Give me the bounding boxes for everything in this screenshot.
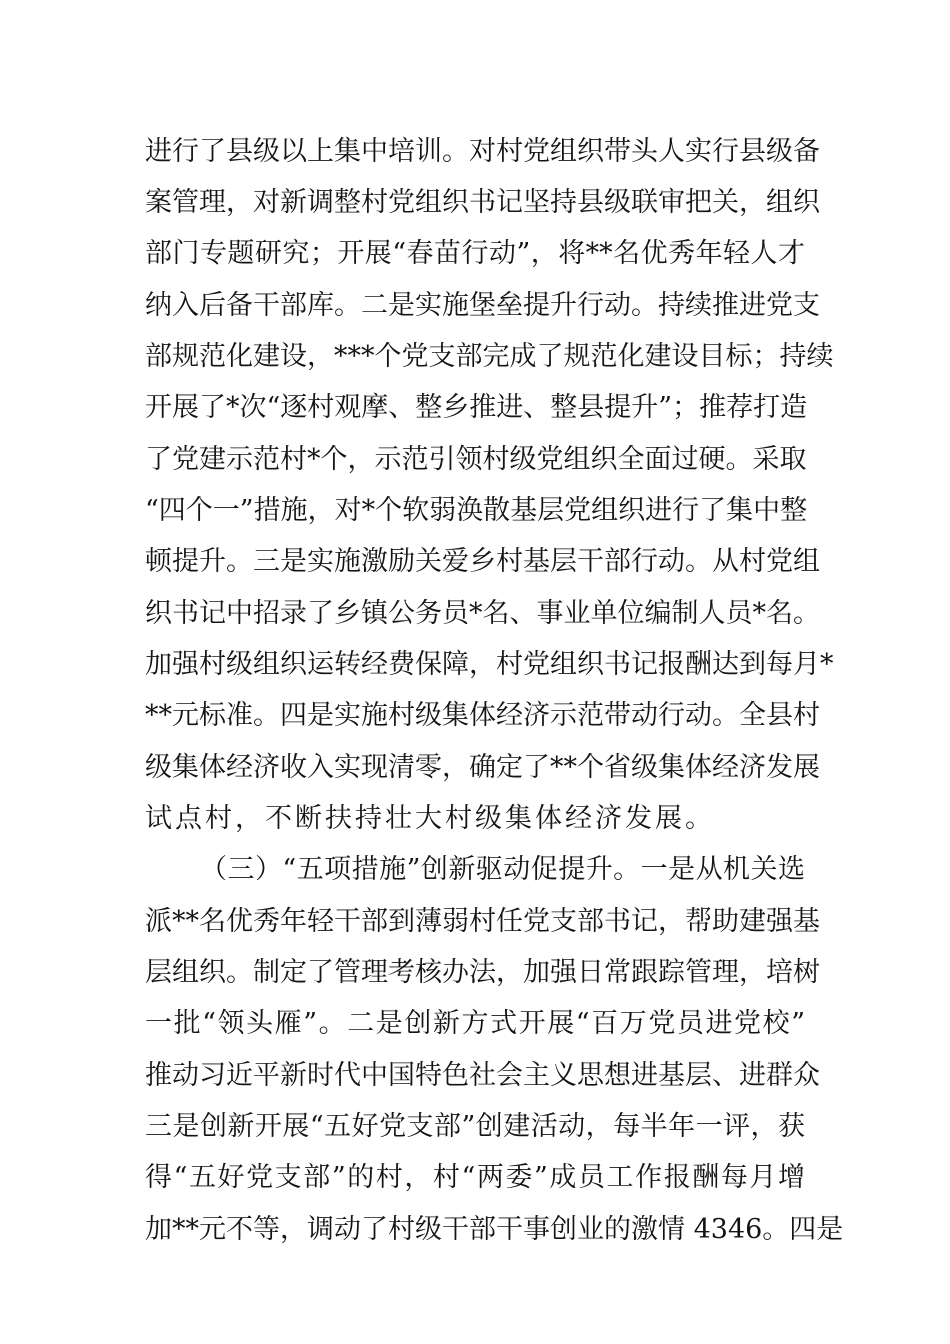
text-line: 进行了县级以上集中培训。对村党组织带头人实行县级备 [145, 136, 820, 167]
text-line: “四个一”措施，对*个软弱涣散基层党组织进行了集中整 [145, 495, 808, 526]
text-line: 加强村级组织运转经费保障，村党组织书记报酬达到每月* [145, 649, 834, 680]
text-line: 试点村，不断扶持壮大村级集体经济发展。 [145, 803, 715, 834]
text-line: 顿提升。三是实施激励关爱乡村基层干部行动。从村党组 [145, 546, 820, 577]
text-line: 案管理，对新调整村党组织书记坚持县级联审把关，组织 [145, 187, 820, 218]
text-line: 部门专题研究；开展“春苗行动”，将**名优秀年轻人才 [145, 238, 805, 269]
text-line: 部规范化建设，***个党支部完成了规范化建设目标；持续 [145, 341, 834, 372]
text-line: **元标准。四是实施村级集体经济示范带动行动。全县村 [145, 700, 820, 731]
section-heading-line: （三）“五项措施”创新驱动促提升。一是从机关选 [200, 854, 805, 885]
text-line: 级集体经济收入实现清零，确定了**个省级集体经济发展 [145, 752, 820, 783]
text-line: 推动习近平新时代中国特色社会主义思想进基层、进群众 [145, 1060, 820, 1091]
text-line: 一批“领头雁”。二是创新方式开展“百万党员进党校” [145, 1008, 805, 1039]
text-line: 得“五好党支部”的村，村“两委”成员工作报酬每月增 [145, 1162, 805, 1193]
text-line: 纳入后备干部库。二是实施堡垒提升行动。持续推进党支 [145, 290, 820, 321]
text-line: 派**名优秀年轻干部到薄弱村任党支部书记，帮助建强基 [145, 906, 820, 937]
text-line: 加**元不等，调动了村级干部干事创业的激情 4346。四是 [145, 1214, 844, 1245]
text-line: 了党建示范村*个，示范引领村级党组织全面过硬。采取 [145, 444, 807, 475]
text-line: 织书记中招录了乡镇公务员*名、事业单位编制人员*名。 [145, 598, 820, 629]
text-line: 层组织。制定了管理考核办法，加强日常跟踪管理，培树 [145, 957, 820, 988]
text-line: 三是创新开展“五好党支部”创建活动，每半年一评，获 [145, 1111, 805, 1142]
text-line: 开展了*次“逐村观摩、整乡推进、整县提升”；推荐打造 [145, 392, 808, 423]
